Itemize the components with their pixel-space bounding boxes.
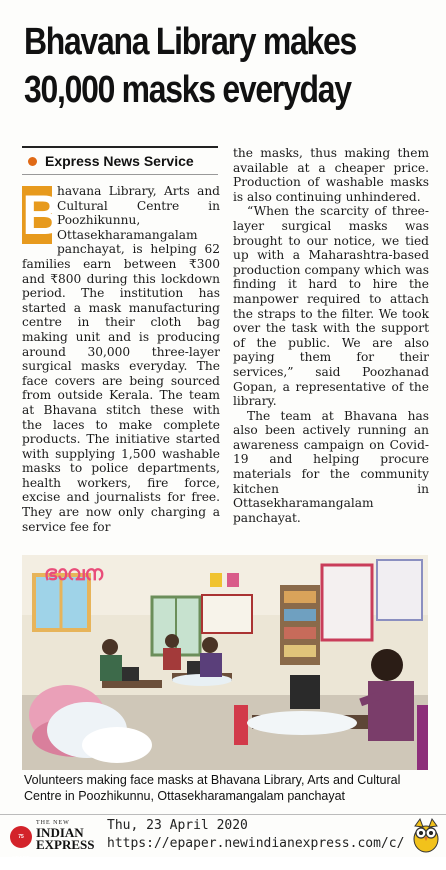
epaper-url-link[interactable]: https://epaper.newindianexpress.com/c/	[107, 836, 405, 851]
footer-divider	[0, 814, 446, 815]
headline	[24, 18, 368, 114]
headline-line-1: Bhavana Library makes	[24, 21, 356, 63]
paragraph: the masks, thus making them available at a cheaper price. Production of washable masks is also continuing unhindered.	[233, 146, 429, 204]
wall-sign: ഭാവന	[44, 561, 104, 585]
edition-date: Thu, 23 April 2020	[107, 818, 248, 833]
paragraph-quote: “When the scarcity of three-layer surgical masks was brought to our notice, we tied up with a Maharashtra-based production company which was finding it hard to hire the manpower required to attach the straps to the filter. We took over the task with the support of the public. We are also paying them for their services,” said Poozhanad Gopan, a representative of the library.	[233, 204, 429, 409]
logo-indian: INDIAN	[36, 825, 84, 840]
anniversary-badge-icon: 75 YEARS	[10, 826, 32, 848]
article-column-1	[22, 184, 220, 534]
bullet-icon	[28, 157, 37, 166]
photo-illustration	[22, 555, 428, 770]
paragraph	[22, 184, 220, 534]
drop-cap: B	[22, 183, 63, 246]
headline-line-2: 30,000 masks everyday	[24, 69, 351, 111]
logo-the-new: THE NEW	[36, 820, 70, 826]
paragraph: The team at Bhavana has also been actively running an awareness campaign on Covid-19 and helping procure materials for the community kitchen in Ottasekharamangalam panchayat.	[233, 408, 429, 525]
byline: Express News Service	[45, 153, 194, 169]
paragraph-text: havana Library, Arts and Cultural Centre in Poozhikunnu, Ottasekharamangalam panchayat, is helping 62 families earn between ₹300 and ₹800 during this lockdown period. The institution has started a mask manufacturing centre in their cloth bag making unit and is producing around 30,000 three-layer surgical masks everyday. The face covers are being sourced from outside Kerala. The team at Bhavana stitch these with the laces to make complete products. The initiative started with supplying 1,500 washable masks to police departments, health workers, fire force, excise and journalists for free. They are now only charging a service fee for	[22, 184, 220, 534]
photo-caption: Volunteers making face masks at Bhavana Library, Arts and Cultural Centre in Poozhikunnu, Ottasekharamangalam panchayat	[24, 773, 401, 803]
logo-express: EXPRESS	[36, 837, 95, 852]
owl-icon[interactable]	[411, 817, 441, 853]
byline-box	[22, 146, 218, 175]
article-column-2	[233, 146, 429, 525]
article-photo	[22, 555, 428, 770]
